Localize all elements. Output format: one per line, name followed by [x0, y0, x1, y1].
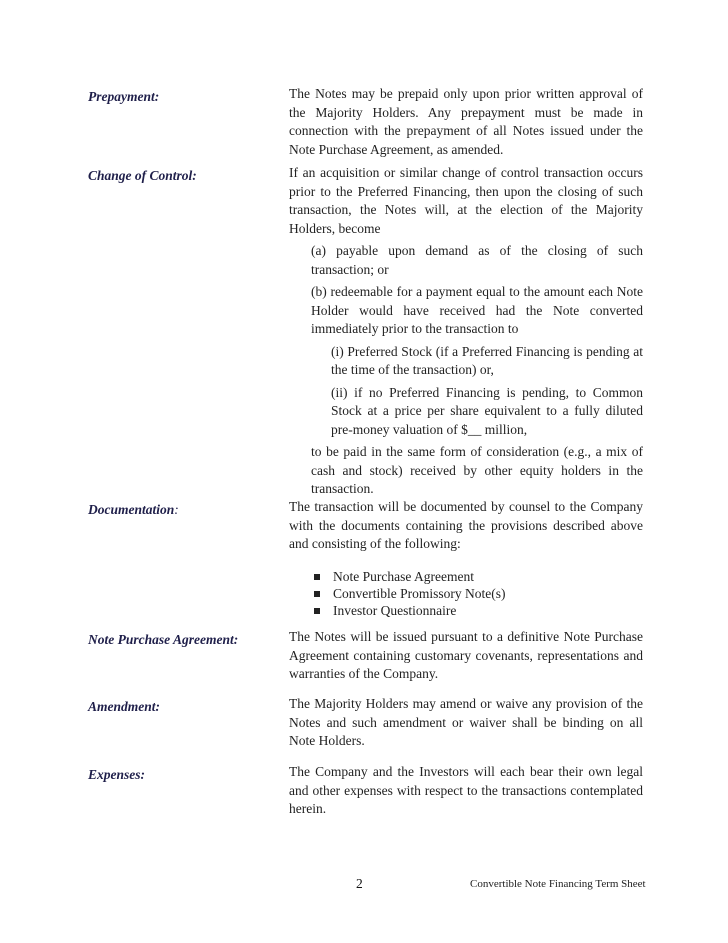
desc-note-purchase-agreement: The Notes will be issued pursuant to a definitive Note Purchase Agreement containing customary covenants, representations and warranties of the Company.	[289, 629, 643, 681]
desc-prepayment: The Notes may be prepaid only upon prior written approval of the Majority Holders. Any prepayment must be made in connection with the prepayment of all Notes issued under the Note Purchase Agreement, as amended.	[289, 86, 643, 157]
list-item-label: Investor Questionnaire	[333, 602, 457, 618]
term-amendment: Amendment:	[88, 699, 161, 714]
coc-option-a: (a) payable upon demand as of the closing of such transaction; or	[311, 243, 643, 277]
bullet-icon	[314, 591, 320, 597]
page-number: 2	[356, 876, 363, 891]
list-item-label: Note Purchase Agreement	[333, 568, 474, 584]
bullet-icon	[314, 574, 320, 580]
bullet-icon	[314, 608, 320, 614]
documentation-text: The transaction will be documented by counsel to the Company with the documents containing the provisions described above and consisting of the following:	[289, 499, 643, 551]
coc-closing: to be paid in the same form of consideration (e.g., a mix of cash and stock) received by other equity holders in the transaction.	[311, 444, 643, 496]
documentation-list	[289, 568, 643, 619]
coc-option-i: (i) Preferred Stock (if a Preferred Financing is pending at the time of the transaction) or,	[331, 343, 643, 377]
list-item	[311, 585, 643, 602]
coc-option-ii: (ii) if no Preferred Financing is pending, to Common Stock at a price per share equivalent to a fully diluted pre-money valuation of $__ million,	[331, 384, 643, 437]
term-documentation-colon: :	[174, 502, 179, 517]
desc-documentation	[289, 498, 643, 619]
desc-amendment: The Majority Holders may amend or waive any provision of the Notes and such amendment or waiver shall be binding on all Note Holders.	[289, 696, 643, 748]
term-note-purchase-agreement: Note Purchase Agreement:	[88, 632, 239, 647]
list-item-label: Convertible Promissory Note(s)	[333, 585, 506, 601]
term-expenses: Expenses:	[88, 767, 145, 782]
list-item	[311, 602, 643, 619]
term-documentation-label: Documentation	[88, 502, 175, 517]
desc-change-of-control	[289, 164, 643, 499]
term-documentation	[88, 501, 179, 519]
term-change-of-control: Change of Control:	[88, 168, 197, 183]
desc-expenses: The Company and the Investors will each bear their own legal and other expenses with respect to the transactions contemplated herein.	[289, 764, 643, 816]
term-prepayment: Prepayment:	[88, 89, 160, 104]
footer-title: Convertible Note Financing Term Sheet	[470, 878, 646, 890]
coc-option-b: (b) redeemable for a payment equal to the amount each Note Holder would have received had the Note converted immediately prior to the transaction to	[311, 284, 643, 336]
coc-intro: If an acquisition or similar change of control transaction occurs prior to the Preferred Financing, then upon the closing of such transaction, the Notes will, at the election of the Majority Holders, become	[289, 165, 643, 236]
list-item	[311, 568, 643, 585]
